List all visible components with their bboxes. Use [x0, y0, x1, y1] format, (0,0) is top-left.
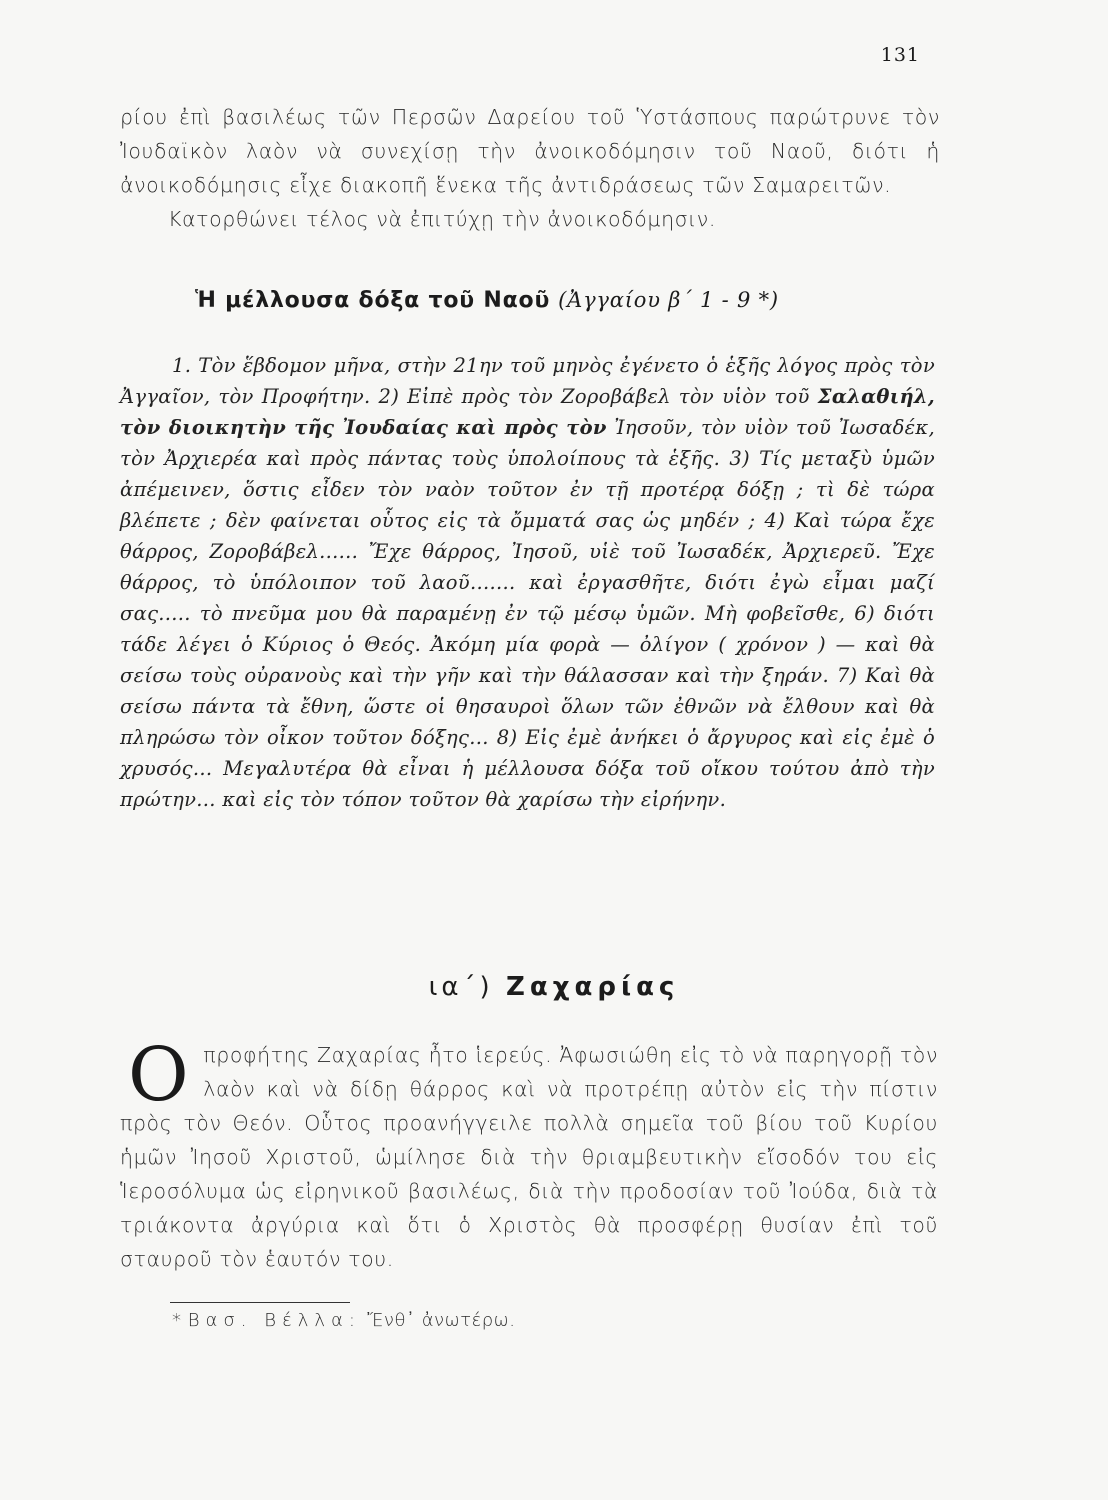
- zacharias-paragraph: προφήτης Ζαχαρίας ἦτο ἱερεύς. Ἀφωσιώθη εἰς τὸ νὰ παρηγορῇ τὸν λαὸν καὶ νὰ δίδῃ θάρρος καὶ νὰ προτρέπῃ αὐτὸν εἰς τὴν πίστιν πρὸς τὸν Θεόν. Οὗτος προανήγγειλε πολλὰ σημεῖα τοῦ βίου τοῦ Κυρίου ἡμῶν Ἰησοῦ Χριστοῦ, ὡμίλησε διὰ τὴν θριαμβευτικὴν εἴσοδόν του εἰς Ἱεροσόλυμα ὡς εἰρηνικοῦ βασιλέως, διὰ τὴν προδοσίαν τοῦ Ἰούδα, διὰ τὰ τριάκοντα ἀργύρια καὶ ὅτι ὁ Χριστὸς θὰ προσφέρῃ θυσίαν ἐπὶ τοῦ σταυροῦ τὸν ἑαυτόν του.: [120, 1043, 938, 1271]
- section-heading: [195, 288, 915, 313]
- chapter-name: Ζαχαρίας: [505, 972, 680, 1002]
- section-reference: (Ἀγγαίου β΄ 1 - 9 *): [558, 288, 779, 312]
- chapter-number: ια΄): [428, 972, 494, 1002]
- chapter-heading: [0, 972, 1108, 1002]
- quote-text: 1. Τὸν ἕβδομον μῆνα, στὴν 21ην τοῦ μηνὸς ἐγένετο ὁ ἑξῆς λόγος πρὸς τὸν Ἀγγαῖον, τὸν Προφήτην. 2) Εἰπὲ πρὸς τὸν Ζοροβάβελ τὸν υἱὸν τοῦ: [120, 354, 935, 408]
- section-title: Ἡ μέλλουσα δόξα τοῦ Ναοῦ: [195, 288, 551, 313]
- scripture-quote: [120, 350, 935, 815]
- zacharias-text: [120, 1032, 938, 1276]
- quote-text-cont: Ἰησοῦν, τὸν υἱὸν τοῦ Ἰωσαδέκ, τὸν Ἀρχιερέα καὶ πρὸς πάντας τοὺς ὑπολοίπους τὰ ἑξῆς. 3) Τίς μεταξὺ ὑμῶν ἀπέμεινεν, ὅστις εἶδεν τὸν ναὸν τοῦτον ἐν τῇ προτέρᾳ δόξῃ ; τὶ δὲ τώρα βλέπετε ; δὲν φαίνεται οὗτος εἰς τὰ ὄμματά σας ὡς μηδέν ; 4) Καὶ τώρα ἔχε θάρρος, Ζοροβάβελ...... Ἔχε θάρρος, Ἰησοῦ, υἱὲ τοῦ Ἰωσαδέκ, Ἀρχιερεῦ. Ἔχε θάρρος, τὸ ὑπόλοιπον τοῦ λαοῦ....... καὶ ἐργασθῆτε, διότι ἐγὼ εἶμαι μαζί σας..... τὸ πνεῦμα μου θὰ παραμένῃ ἐν τῷ μέσῳ ὑμῶν. Μὴ φοβεῖσθε, 6) διότι τάδε λέγει ὁ Κύριος ὁ Θεός. Ἀκόμη μία φορὰ — ὀλίγον ( χρόνον ) — καὶ θὰ σείσω τοὺς οὐρανοὺς καὶ τὴν γῆν καὶ τὴν θάλασσαν καὶ τὴν ξηράν. 7) Καὶ θὰ σείσω πάντα τὰ ἔθνη, ὥστε οἱ θησαυροὶ ὅλων τῶν ἐθνῶν νὰ ἔλθουν καὶ θὰ πληρώσω τὸν οἶκον τοῦτον δόξης... 8) Εἰς ἐμὲ ἀνήκει ὁ ἄργυρος καὶ εἰς ἐμὲ ὁ χρυσός... Μεγαλυτέρα θὰ εἶναι ἡ μέλλουσα δόξα τοῦ οἴκου τούτου ἀπὸ τὴν πρώτην... καὶ εἰς τὸν τόπον τοῦτον θὰ χαρίσω τὴν εἰρήνην.: [120, 416, 935, 811]
- intro-paragraph: ρίου ἐπὶ βασιλέως τῶν Περσῶν Δαρείου τοῦ Ὑστάσπους παρώτρυνε τὸν Ἰουδαϊκὸν λαὸν νὰ συνεχίσῃ τὴν ἀνοικοδόμησιν τοῦ Ναοῦ, διότι ἡ ἀνοικοδόμησις εἶχε διακοπῆ ἕνεκα τῆς ἀντιδράσεως τῶν Σαμαρειτῶν.: [120, 105, 940, 197]
- footnote-marker: *: [172, 1310, 182, 1331]
- drop-cap: Ο: [128, 1032, 190, 1118]
- footnote-author: Βασ. Βέλλα:: [187, 1310, 361, 1331]
- page-number: 131: [880, 44, 920, 66]
- quote-text-bold: Σαλαθιήλ, τὸν διοικητὴν τῆς Ἰουδαίας καὶ πρὸς τὸν: [120, 385, 935, 439]
- footnote: [172, 1310, 515, 1331]
- intro-text: [120, 100, 940, 236]
- intro-paragraph-2: Κατορθώνει τέλος νὰ ἐπιτύχῃ τὴν ἀνοικοδόμησιν.: [168, 207, 716, 231]
- footnote-divider: [170, 1302, 350, 1303]
- footnote-text: Ἔνθ᾽ ἀνωτέρω.: [367, 1310, 516, 1331]
